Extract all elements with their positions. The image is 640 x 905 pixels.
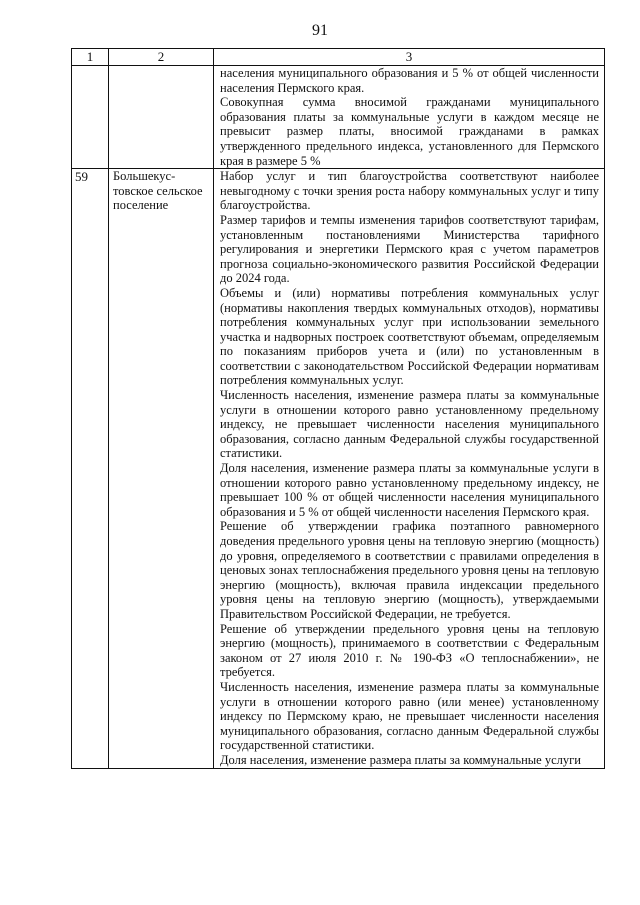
paragraph: Численность населения, изменение размера платы за коммунальные услуги в отношении которого равно (или менее) установленному индексу по Пермскому краю, не превышает численности населения муниципального образования, согласно данным Федеральной службы государственной статистики. [220, 679, 599, 753]
page-number: 91 [312, 22, 328, 39]
header-col-3: 3 [214, 49, 605, 66]
row-number: 59 [72, 169, 109, 768]
paragraph: Решение об утверждении графика поэтапного равномерного доведения предельного уровня цены на тепловую энергию (мощность) до уровня, определяемого в соответствии с правилами определения в ценовых зонах теплоснабжения предельного уровня цены на тепловую энергию (мощность), включая правила индексации предельного уровня цены на тепловую энергию (мощность), утверждаемыми Правительством Российской Федерации, не требуется. [220, 519, 599, 621]
paragraph: Численность населения, изменение размера платы за коммунальные услуги в отношении которого равно установленному предельному индексу, не превышает численности населения муниципального образования, согласно данным Федеральной службы государственной статистики. [220, 388, 599, 461]
services-table [71, 48, 605, 769]
row-number-empty [72, 66, 109, 169]
table-row-continuation [72, 66, 605, 169]
paragraph: Решение об утверждении предельного уровня цены на тепловую энергию (мощность), принимаемого в соответствии с Федеральным законом от 27 июля 2010 г. № 190-ФЗ «О теплоснабжении», не требуется. [220, 621, 599, 680]
table-row-59 [72, 169, 605, 768]
paragraph: Объемы и (или) нормативы потребления коммунальных услуг (нормативы накопления твердых коммунальных отходов), нормативы потребления коммунальных услуг при использовании земельного участка и надворных построек соответствуют объемам, определяемым по показаниям приборов учета и (или) по установленным в соответствии с законодательством Российской Федерации нормативам потребления коммунальных услуг. [220, 285, 599, 388]
header-col-2: 2 [109, 49, 214, 66]
paragraph: населения муниципального образования и 5 % от общей численности населения Пермского края. [220, 66, 599, 95]
row-name-empty [109, 66, 214, 169]
paragraph: Размер тарифов и темпы изменения тарифов соответствуют тарифам, установленным постановлениями Министерства тарифного регулирования и энергетики Пермского края с учетом параметров прогноза социально-экономического развития Российской Федерации до 2024 года. [220, 212, 599, 286]
row-municipality-name: Большекус-товское сельское поселение [109, 169, 214, 768]
row-text-continuation [214, 66, 605, 169]
paragraph: Совокупная сумма вносимой гражданами муниципального образования платы за коммунальные услуги в каждом месяце не превысит размер платы, вносимой гражданами в рамках утвержденного предельного индекса, установленного для Пермского края в размере 5 % [220, 95, 599, 168]
header-col-1: 1 [72, 49, 109, 66]
paragraph: Набор услуг и тип благоустройства соответствуют наиболее невыгодному с точки зрения роста набору коммунальных услуг и типу благоустройства. [220, 169, 599, 213]
paragraph: Доля населения, изменение размера платы за коммунальные услуги в отношении которого равно установленному предельному индексу, не превышает 100 % от общей численности населения муниципального образования и 5 % от общей численности населения Пермского края. [220, 461, 599, 519]
row-text [214, 169, 605, 768]
paragraph: Доля населения, изменение размера платы за коммунальные услуги [220, 752, 581, 767]
table-header-row [72, 49, 605, 66]
